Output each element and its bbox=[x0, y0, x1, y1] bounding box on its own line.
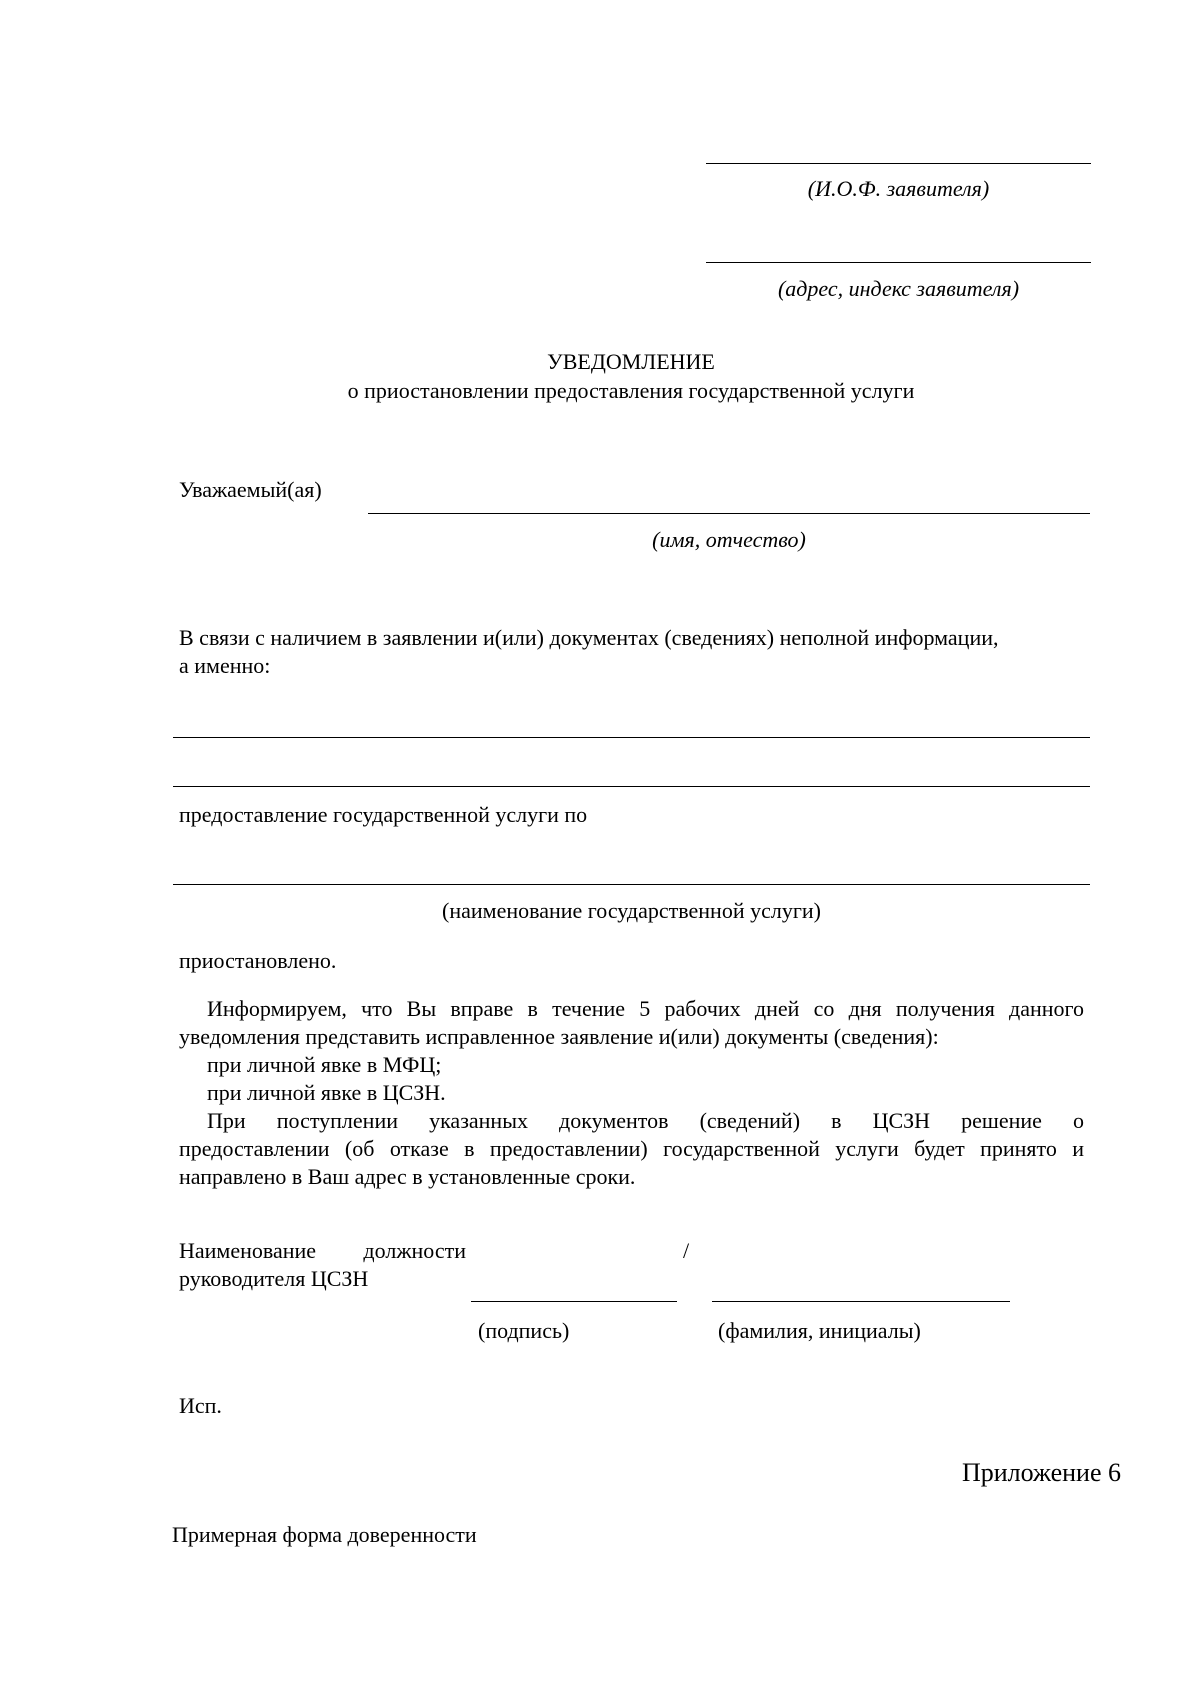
reason-line-2: а именно: bbox=[179, 653, 271, 678]
greeting-text: Уважаемый(ая) bbox=[179, 477, 322, 502]
next-form-title: Примерная форма доверенности bbox=[172, 1522, 477, 1547]
service-intro: предоставление государственной услуги по bbox=[179, 802, 588, 827]
option-cszn: при личной явке в ЦСЗН. bbox=[207, 1080, 446, 1105]
recipient-name-caption: (И.О.Ф. заявителя) bbox=[807, 176, 990, 201]
signature-separator: / bbox=[683, 1238, 690, 1263]
name-caption: (фамилия, инициалы) bbox=[718, 1318, 921, 1343]
reason-blank-line-1 bbox=[173, 737, 1090, 738]
info-line-1: Информируем, что Вы вправе в течение 5 рабочих дней со дня получения данного bbox=[207, 996, 1084, 1021]
decision-line-1: При поступлении указанных документов (сведений) в ЦСЗН решение о bbox=[207, 1108, 1084, 1133]
service-caption: (наименование государственной услуги) bbox=[442, 898, 821, 923]
info-line-2: уведомления представить исправленное заявление и(или) документы (сведения): bbox=[179, 1024, 939, 1049]
option-mfc: при личной явке в МФЦ; bbox=[207, 1052, 442, 1077]
name-line bbox=[712, 1301, 1010, 1302]
reason-line-1: В связи с наличием в заявлении и(или) документах (сведениях) неполной информации, bbox=[179, 625, 999, 650]
recipient-address-caption: (адрес, индекс заявителя) bbox=[777, 276, 1020, 301]
recipient-address-line bbox=[706, 262, 1091, 263]
service-name-line bbox=[173, 884, 1090, 885]
position-line-1: Наименование должности bbox=[179, 1238, 466, 1263]
greeting-name-line bbox=[368, 513, 1090, 514]
document-title: УВЕДОМЛЕНИЕ bbox=[547, 349, 715, 374]
document-subtitle: о приостановлении предоставления государственной услуги bbox=[347, 378, 915, 403]
suspended-text: приостановлено. bbox=[179, 948, 337, 973]
position-line-2: руководителя ЦСЗН bbox=[179, 1266, 369, 1291]
decision-line-3: направлено в Ваш адрес в установленные сроки. bbox=[179, 1164, 636, 1189]
greeting-name-caption: (имя, отчество) bbox=[652, 527, 806, 552]
recipient-name-line bbox=[706, 163, 1091, 164]
reason-blank-line-2 bbox=[173, 786, 1090, 787]
decision-line-2: предоставлении (об отказе в предоставлении) государственной услуги будет принято и bbox=[179, 1136, 1084, 1161]
appendix-label: Приложение 6 bbox=[961, 1458, 1121, 1487]
executor-label: Исп. bbox=[179, 1393, 222, 1418]
signature-caption: (подпись) bbox=[478, 1318, 570, 1343]
signature-line bbox=[471, 1301, 677, 1302]
